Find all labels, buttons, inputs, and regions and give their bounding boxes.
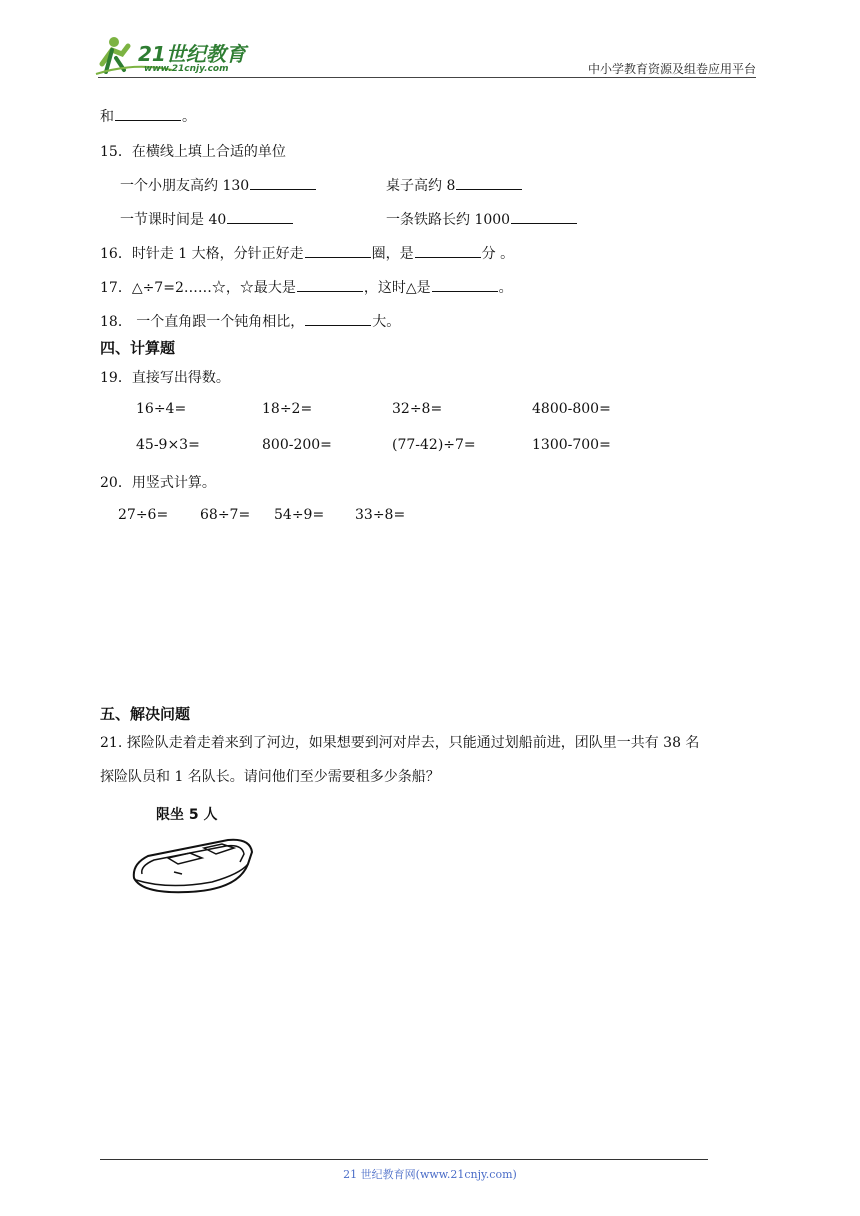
q19-item: 1300-700= [532,437,611,453]
q20-item: 27÷6= [118,507,169,523]
q16 [100,243,514,263]
answer-blank[interactable] [250,177,316,190]
q15-item-b [386,175,523,195]
section-heading-4: 四、计算题 [100,339,176,357]
q15-text-a: 一个小朋友高约 130 [120,178,250,194]
section-heading-5: 五、解决问题 [100,705,191,723]
q17-text-c: 。 [498,280,513,296]
logo-text: 21世纪教育 [138,42,246,66]
q19-item: 4800-800= [532,401,611,417]
q15-title: 15．在横线上填上合适的单位 [100,144,286,160]
q18 [100,311,400,331]
q19-item: 45-9×3= [136,437,200,453]
q15-item-a [120,175,317,195]
boat-sign: 限坐 5 人 [156,807,218,823]
q16-text-a: 16．时针走 1 大格，分针正好走 [100,246,304,262]
answer-blank[interactable] [297,279,363,292]
q21-line1: 21. 探险队走着走着来到了河边，如果想要到河对岸去，只能通过划船前进，团队里一共有 38 名 [100,735,700,751]
q17-text-a: 17．△÷7=2……☆，☆最大是 [100,280,296,296]
q15-text-d: 一条铁路长约 1000 [386,212,511,228]
q19-item: 18÷2= [262,401,313,417]
q17 [100,277,513,297]
q14-tail [100,106,196,126]
answer-blank[interactable] [432,279,498,292]
q17-text-b: ，这时△是 [363,280,431,296]
q14-text-a: 和 [100,109,114,125]
platform-name: 中小学教育资源及组卷应用平台 [587,62,756,76]
answer-blank[interactable] [305,245,371,258]
q18-text-a: 18． 一个直角跟一个钝角相比， [100,314,305,330]
q19-item: 800-200= [262,437,332,453]
q15-text-c: 一节课时间是 40 [120,212,227,228]
q19-title: 19．直接写出得数。 [100,370,230,386]
q19-item: 32÷8= [392,401,443,417]
q20-title: 20．用竖式计算。 [100,475,216,491]
q15-text-b: 桌子高约 8 [386,178,456,194]
boat-illustration [128,798,258,896]
logo-url: www.21cnjy.com [144,64,229,74]
q18-text-b: 大。 [372,314,401,330]
q20-item: 54÷9= [274,507,325,523]
q16-text-b: 圈，是 [371,246,414,262]
q19-item: 16÷4= [136,401,187,417]
answer-blank[interactable] [511,211,577,224]
answer-blank[interactable] [305,313,371,326]
q15-item-c [120,209,294,229]
answer-blank[interactable] [115,108,181,121]
footer-divider [100,1159,708,1160]
q19-item: (77-42)÷7= [392,437,476,453]
q15-item-d [386,209,578,229]
site-logo [94,34,264,78]
answer-blank[interactable] [456,177,522,190]
footer-text: 21 世纪教育网(www.21cnjy.com) [343,1168,517,1181]
answer-blank[interactable] [227,211,293,224]
q20-item: 68÷7= [200,507,251,523]
q14-text-b: 。 [182,109,196,125]
header-divider [98,77,756,78]
q20-item: 33÷8= [355,507,406,523]
answer-blank[interactable] [415,245,481,258]
q21-line2: 探险队员和 1 名队长。请问他们至少需要租多少条船？ [100,769,440,785]
q16-text-c: 分 。 [481,246,515,262]
